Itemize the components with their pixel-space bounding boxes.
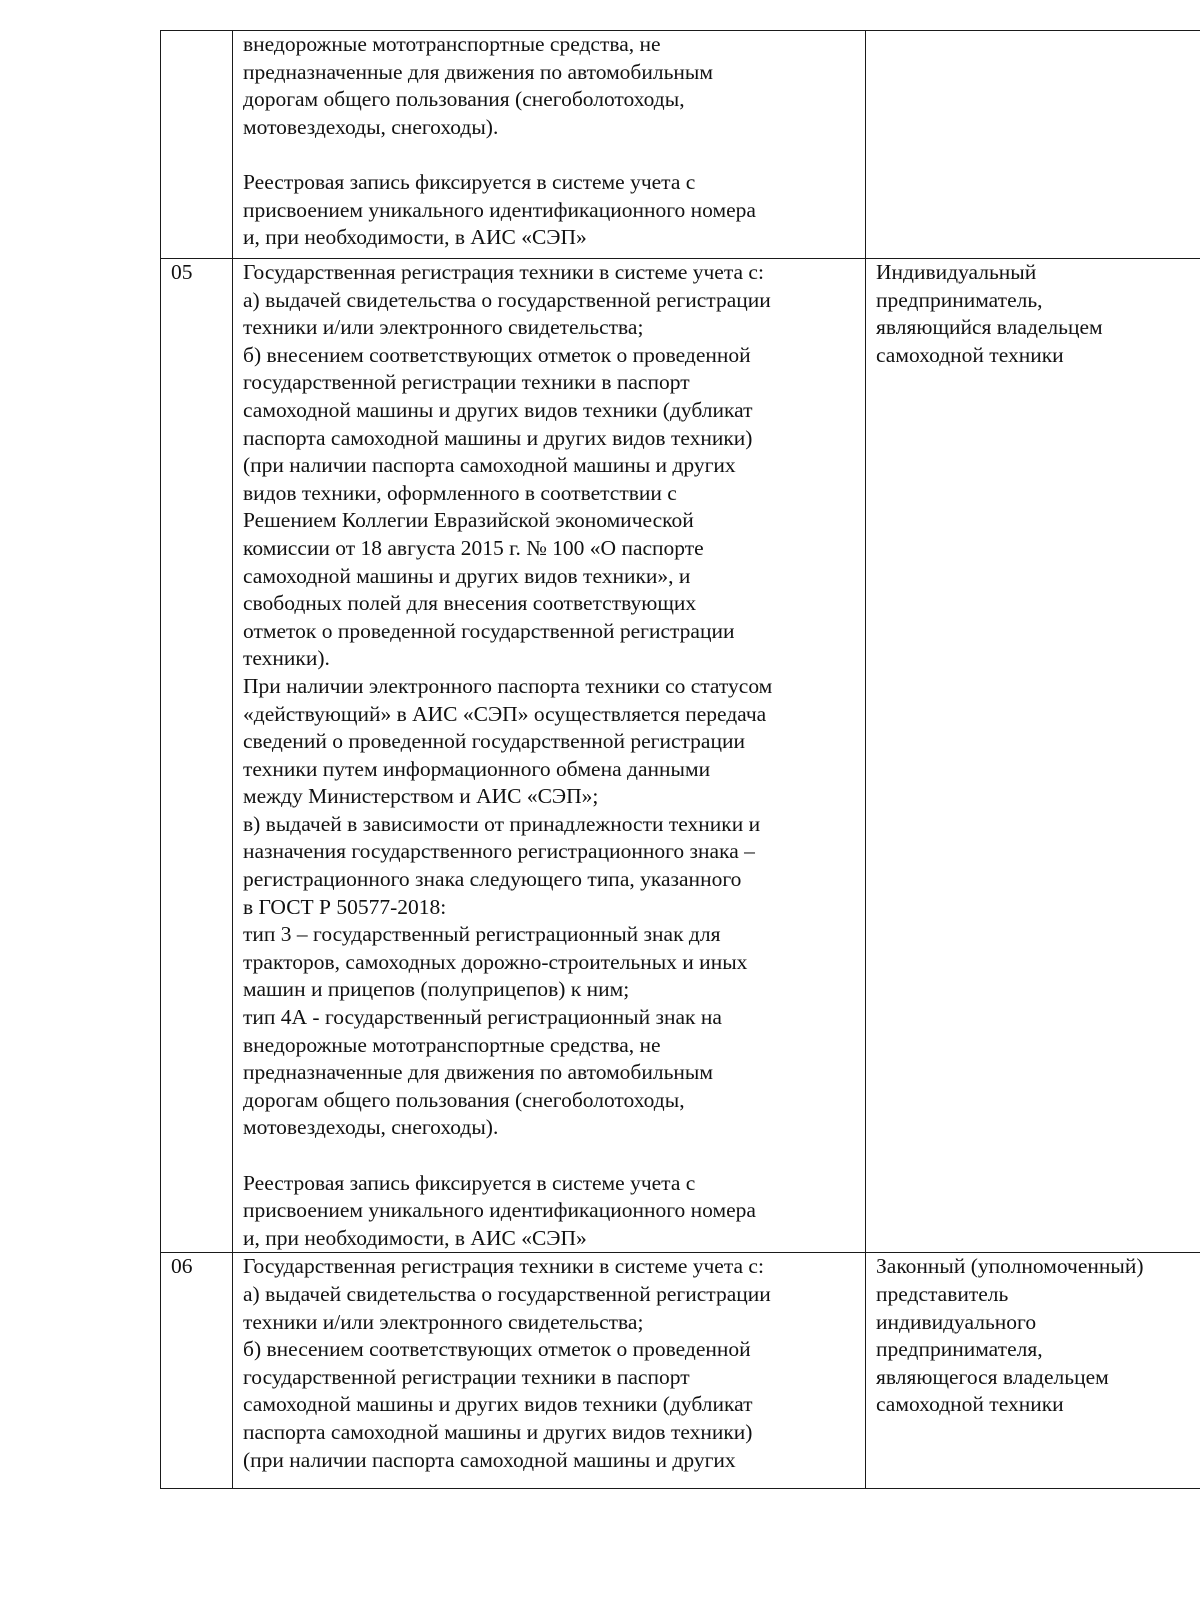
text-line: индивидуального: [876, 1309, 1037, 1334]
text-line: назначения государственного регистрационного знака –: [243, 839, 755, 864]
text-line: предназначенные для движения по автомобильным: [243, 1060, 713, 1085]
text-line: самоходной машины и других видов техники (дубликат: [243, 397, 753, 422]
applicant-cell: [866, 1253, 1200, 1489]
text-line: (при наличии паспорта самоходной машины и других: [243, 453, 736, 478]
blank-line: [243, 1142, 859, 1170]
text-line: техники).: [243, 646, 330, 671]
text-line: между Министерством и АИС «СЭП»;: [243, 784, 599, 809]
text-line: свободных полей для внесения соответствующих: [243, 591, 697, 616]
text-line: являющийся владельцем: [876, 315, 1103, 340]
text-line: тракторов, самоходных дорожно-строительных и иных: [243, 949, 748, 974]
text-line: государственной регистрации техники в паспорт: [243, 370, 690, 395]
text-line: самоходной машины и других видов техники», и: [243, 563, 691, 588]
text-line: самоходной машины и других видов техники (дубликат: [243, 1392, 753, 1417]
text-line: отметок о проведенной государственной регистрации: [243, 618, 735, 643]
text-line: предназначенные для движения по автомобильным: [243, 59, 713, 84]
text-line: внедорожные мототранспортные средства, не: [243, 32, 661, 56]
text-line: Государственная регистрация техники в системе учета с:: [243, 260, 764, 284]
text-line: и, при необходимости, в АИС «СЭП»: [243, 1225, 587, 1250]
text-line: предпринимателя,: [876, 1337, 1043, 1362]
text-line: мотовездеходы, снегоходы).: [243, 1115, 499, 1140]
text-line: тип 4А - государственный регистрационный знак на: [243, 1005, 722, 1030]
registration-table: [160, 30, 1200, 1489]
text-line: сведений о проведенной государственной регистрации: [243, 729, 745, 754]
table-row: [161, 259, 1200, 1253]
table-row: [161, 31, 1200, 259]
text-line: паспорта самоходной машины и других видов техники): [243, 425, 753, 450]
text-line: регистрационного знака следующего типа, указанного: [243, 867, 742, 892]
text-line: а) выдачей свидетельства о государственной регистрации: [243, 287, 771, 312]
text-line: комиссии от 18 августа 2015 г. № 100 «О паспорте: [243, 535, 704, 560]
row-number-cell: [161, 31, 233, 259]
text-line: тип 3 – государственный регистрационный знак для: [243, 922, 721, 947]
text-line: При наличии электронного паспорта техники со статусом: [243, 673, 773, 698]
text-line: Реестровая запись фиксируется в системе учета с: [243, 169, 696, 194]
text-line: б) внесением соответствующих отметок о проведенной: [243, 342, 751, 367]
text-line: Законный (уполномоченный): [876, 1254, 1144, 1279]
text-line: а) выдачей свидетельства о государственной регистрации: [243, 1281, 771, 1306]
row-number-cell: 05: [161, 259, 233, 1253]
text-line: присвоением уникального идентификационного номера: [243, 197, 756, 222]
text-line: (при наличии паспорта самоходной машины и других: [243, 1447, 736, 1472]
text-line: являющегося владельцем: [876, 1364, 1109, 1389]
text-line: мотовездеходы, снегоходы).: [243, 114, 499, 139]
text-line: и, при необходимости, в АИС «СЭП»: [243, 225, 587, 250]
text-line: присвоением уникального идентификационного номера: [243, 1198, 756, 1223]
blank-line: [243, 141, 859, 169]
text-line: «действующий» в АИС «СЭП» осуществляется передача: [243, 701, 767, 726]
text-line: государственной регистрации техники в паспорт: [243, 1364, 690, 1389]
text-line: б) внесением соответствующих отметок о проведенной: [243, 1337, 751, 1362]
text-line: в ГОСТ Р 50577-2018:: [243, 894, 447, 919]
text-line: Государственная регистрация техники в системе учета с:: [243, 1254, 764, 1279]
description-cell: [233, 31, 866, 259]
applicant-cell: [866, 31, 1200, 259]
text-line: самоходной техники: [876, 342, 1064, 367]
text-line: в) выдачей в зависимости от принадлежности техники и: [243, 811, 761, 836]
applicant-cell: [866, 259, 1200, 1253]
text-line: внедорожные мототранспортные средства, не: [243, 1032, 661, 1057]
table-row: [161, 1253, 1200, 1489]
text-line: видов техники, оформленного в соответствии с: [243, 480, 677, 505]
text-line: техники путем информационного обмена данными: [243, 756, 711, 781]
text-line: дорогам общего пользования (снегоболотоходы,: [243, 87, 685, 112]
description-cell: [233, 1253, 866, 1489]
text-line: техники и/или электронного свидетельства;: [243, 315, 644, 340]
text-line: Индивидуальный: [876, 260, 1037, 284]
text-line: машин и прицепов (полуприцепов) к ним;: [243, 977, 630, 1002]
text-line: Решением Коллегии Евразийской экономической: [243, 508, 694, 533]
text-line: дорогам общего пользования (снегоболотоходы,: [243, 1087, 685, 1112]
text-line: представитель: [876, 1281, 1009, 1306]
text-line: Реестровая запись фиксируется в системе учета с: [243, 1170, 696, 1195]
text-line: самоходной техники: [876, 1392, 1064, 1417]
row-number-cell: 06: [161, 1253, 233, 1489]
description-cell: [233, 259, 866, 1253]
text-line: предприниматель,: [876, 287, 1043, 312]
text-line: техники и/или электронного свидетельства;: [243, 1309, 644, 1334]
text-line: паспорта самоходной машины и других видов техники): [243, 1419, 753, 1444]
